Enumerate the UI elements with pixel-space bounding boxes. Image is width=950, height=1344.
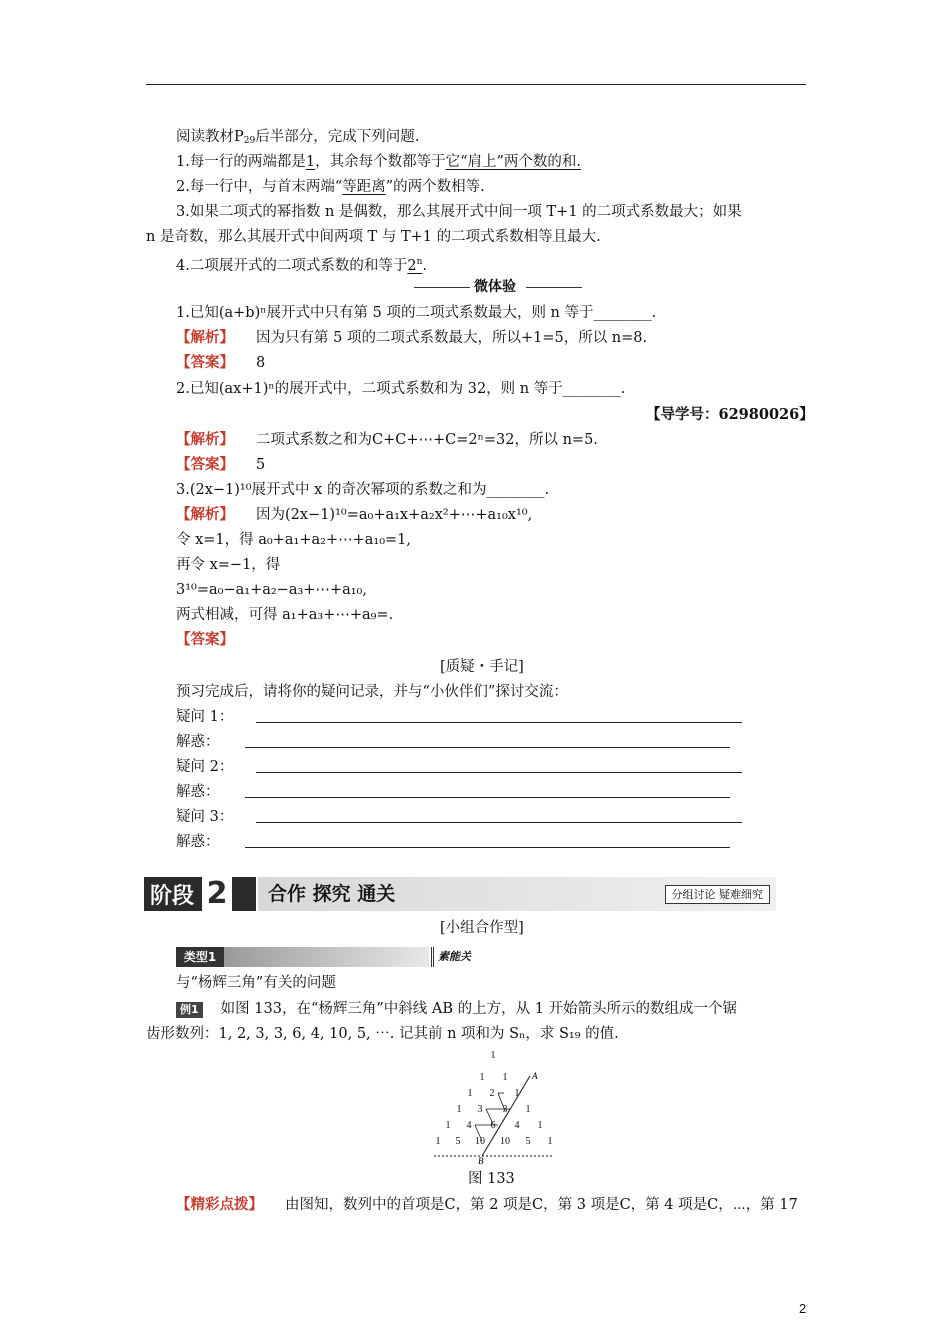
answer-1-analysis: 【解析】 因为只有第 5 项的二项式系数最大，所以+1=5，所以 n=8. xyxy=(176,329,648,346)
point-b-label: B xyxy=(478,1156,484,1166)
intro-line: 阅读教材$P_{29}$后半部分，完成下列问题. xyxy=(176,129,420,146)
type-banner xyxy=(176,947,476,967)
example-line-1: 例1 如图 133，在“杨辉三角”中斜线 AB 的上方，从 1 开始箭头所示的数组成一个锯 xyxy=(176,999,737,1019)
point-4: 4.二项展开式的二项式系数的和等于2$^n$. xyxy=(176,257,427,274)
stage-title: 合作 探究 通关 分组讨论 疑难细究 xyxy=(258,877,776,911)
note-answer-3-line[interactable] xyxy=(245,847,730,848)
question-3: 3.(2x−1)¹⁰展开式中 x 的奇次幂项的系数之和为________. xyxy=(176,482,550,498)
note-answer-3-label: 解惑： xyxy=(176,834,220,850)
tri-r0-c0: 1 xyxy=(490,1050,496,1061)
point-a-label: A xyxy=(532,1071,538,1081)
example-badge: 例1 xyxy=(176,1002,203,1018)
tri-r1-c1: 1 xyxy=(502,1072,508,1083)
answer-3-line-5: 两式相减，可得 a₁+a₃+⋯+a₉=. xyxy=(176,607,394,623)
answer-2-result: 【答案】 5 xyxy=(176,456,266,473)
note-answer-1-line[interactable] xyxy=(245,747,730,748)
point-1: 1.每一行的两端都是1，其余每个数都等于它“肩上”两个数的和. xyxy=(176,154,582,170)
type-banner-tag: 素能关 xyxy=(431,947,476,967)
tri-r5-c0: 1 xyxy=(435,1136,441,1147)
point-3-line-1: 3.如果二项式的幂指数 n 是偶数，那么其展开式中间一项 T+1 的二项式系数最大；如果 xyxy=(176,204,742,220)
answer-3-line-4: 3¹⁰=a₀−a₁+a₂−a₃+⋯+a₁₀, xyxy=(176,582,367,598)
note-answer-1-label: 解惑： xyxy=(176,734,220,750)
note-question-2-label: 疑问 2： xyxy=(176,759,234,775)
point-2: 2.每一行中，与首末两端“等距离”的两个数相等. xyxy=(176,179,485,195)
note-question-2-line[interactable] xyxy=(256,772,742,773)
stage-subtitle-box: 分组讨论 疑难细究 xyxy=(665,885,771,904)
tri-r5-c4: 5 xyxy=(525,1136,531,1147)
notes-intro: 预习完成后，请将你的疑问记录，并与“小伙伴们”探讨交流： xyxy=(176,684,568,700)
type-banner-fill xyxy=(224,947,429,967)
page-number: 2 xyxy=(799,1301,807,1316)
hint-line: 【精彩点拨】 由图知，数列中的首项是C，第 2 项是C，第 3 项是C，第 4 项是C，⋯，第 17 xyxy=(176,1196,798,1213)
tri-r4-c3: 4 xyxy=(514,1120,520,1131)
stage-number: 2 xyxy=(202,877,232,911)
tri-r2-c2: 1 xyxy=(514,1088,520,1099)
stage-label: 阶段 2 xyxy=(144,877,256,911)
type-label: 类型1 xyxy=(176,947,224,967)
note-question-3-line[interactable] xyxy=(256,822,742,823)
tri-r1-c0: 1 xyxy=(479,1072,485,1083)
divider-title: 微体验 xyxy=(474,279,516,295)
tri-r3-c0: 1 xyxy=(456,1104,462,1115)
tri-r3-c1: 3 xyxy=(477,1104,483,1115)
tri-r3-c2: 3 xyxy=(502,1104,508,1115)
tri-r4-c2: 6 xyxy=(490,1120,496,1131)
notes-title: [质疑・手记] xyxy=(440,659,524,675)
tri-r4-c1: 4 xyxy=(466,1120,472,1131)
note-answer-2-line[interactable] xyxy=(245,797,730,798)
tri-r5-c1: 5 xyxy=(455,1136,461,1147)
question-2: 2.已知(ax+1)ⁿ的展开式中，二项式系数和为 32，则 n 等于________. xyxy=(176,381,626,397)
answer-3-line-3: 再令 x=−1，得 xyxy=(176,557,281,573)
stage-banner xyxy=(144,877,776,911)
tri-r5-c3: 10 xyxy=(500,1136,510,1147)
tri-r5-c2: 10 xyxy=(475,1136,485,1147)
tri-r2-c0: 1 xyxy=(467,1088,473,1099)
tri-r4-c0: 1 xyxy=(445,1120,451,1131)
guide-number: 【导学号：62980026】 xyxy=(646,406,814,423)
note-question-1-label: 疑问 1： xyxy=(176,709,234,725)
figure-caption: 图 133 xyxy=(468,1171,515,1187)
zigzag-arrows xyxy=(475,1093,510,1141)
point-3-line-2: n 是奇数，那么其展开式中间两项 T 与 T+1 的二项式系数相等且最大. xyxy=(146,229,601,245)
question-1: 1.已知(a+b)ⁿ展开式中只有第 5 项的二项式系数最大，则 n 等于________. xyxy=(176,305,657,321)
tri-r4-c4: 1 xyxy=(537,1120,543,1131)
group-type-heading: [小组合作型] xyxy=(440,920,524,936)
note-answer-2-label: 解惑： xyxy=(176,784,220,800)
example-line-2: 齿形数列：1, 2, 3, 3, 6, 4, 10, 5, ⋯. 记其前 n 项和为 Sₙ，求 S₁₉ 的值. xyxy=(146,1026,619,1042)
answer-2-analysis: 【解析】 二项式系数之和为C+C+⋯+C=2ⁿ=32，所以 n=5. xyxy=(176,431,598,448)
note-question-3-label: 疑问 3： xyxy=(176,809,234,825)
yanghui-triangle-figure xyxy=(420,1046,560,1166)
note-question-1-line[interactable] xyxy=(256,722,742,723)
header-rule xyxy=(146,84,806,85)
answer-1-result: 【答案】 8 xyxy=(176,354,266,371)
tri-r2-c1: 2 xyxy=(489,1088,495,1099)
answer-3-analysis: 【解析】 因为(2x−1)¹⁰=a₀+a₁x+a₂x²+⋯+a₁₀x¹⁰, xyxy=(176,506,533,523)
tri-r5-c5: 1 xyxy=(547,1136,553,1147)
answer-3-line-2: 令 x=1，得 a₀+a₁+a₂+⋯+a₁₀=1, xyxy=(176,532,411,548)
tri-r3-c3: 1 xyxy=(525,1104,531,1115)
answer-3-result: 【答案】 xyxy=(176,631,234,648)
section-divider xyxy=(414,277,582,297)
topic-heading: 与“杨辉三角”有关的问题 xyxy=(176,975,336,991)
